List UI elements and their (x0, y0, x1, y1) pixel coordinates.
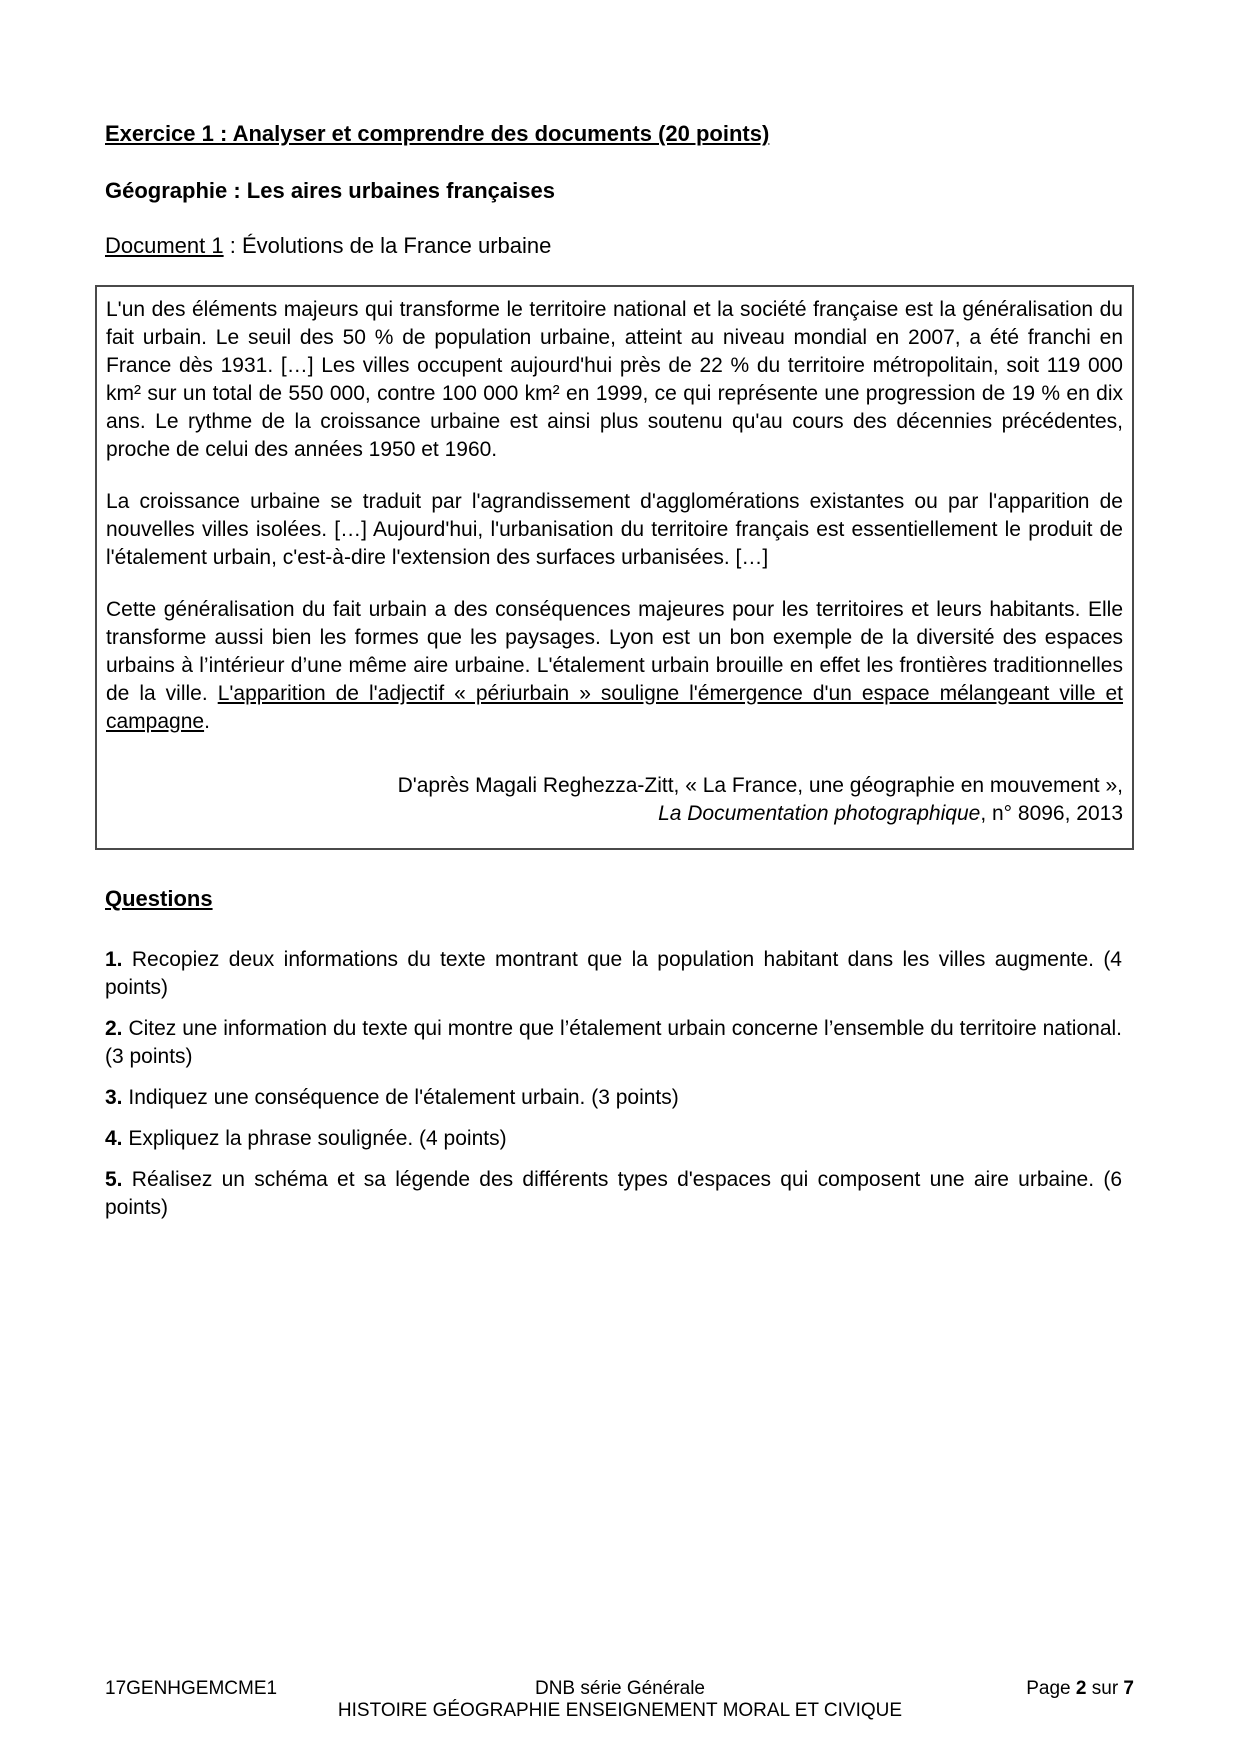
document-paragraph-2: La croissance urbaine se traduit par l'agrandissement d'agglomérations existantes ou par l'apparition de nouvelles villes isolées. […] Aujourd'hui, l'urbanisation du territoire français est essentiellement le produit de l'étalement urbain, c'est-à-dire l'extension des surfaces urbanisées. […] (106, 490, 1123, 569)
attribution-line-1: D'après Magali Reghezza-Zitt, « La France, une géographie en mouvement », (397, 774, 1123, 797)
page-content (105, 0, 1122, 1235)
question-text: Recopiez deux informations du texte montrant que la population habitant dans les villes augmente. (4 points) (105, 948, 1122, 999)
question-number: 2. (105, 1017, 123, 1040)
questions-list (105, 946, 1122, 1222)
question-number: 1. (105, 948, 123, 971)
question-item-1 (105, 946, 1122, 1002)
question-text: Indiquez une conséquence de l'étalement urbain. (3 points) (128, 1086, 679, 1109)
question-number: 4. (105, 1127, 123, 1150)
footer-series: DNB série Générale (534, 1678, 706, 1699)
subject-heading: Géographie : Les aires urbaines françaises (105, 178, 555, 203)
question-item-5 (105, 1166, 1122, 1222)
question-item-3 (105, 1084, 1122, 1112)
document-paragraph-1: L'un des éléments majeurs qui transforme le territoire national et la société française est la généralisation du fait urbain. Le seuil des 50 % de population urbaine, atteint au niveau mondial en 2007, a été franchi en France dès 1931. […] Les villes occupent aujourd'hui près de 22 % du territoire métropolitain, soit 119 000 km² sur un total de 550 000, contre 100 000 km² en 1999, ce qui représente une progression de 19 % en dix ans. Le rythme de la croissance urbaine est ainsi plus soutenu qu'au cours des décennies précédentes, proche de celui des années 1950 et 1960. (106, 298, 1123, 461)
question-item-4 (105, 1125, 1122, 1153)
question-text: Réalisez un schéma et sa légende des différents types d'espaces qui composent une aire urbaine. (6 points) (105, 1168, 1122, 1219)
source-attribution (106, 772, 1123, 828)
question-number: 3. (105, 1086, 123, 1109)
document-paragraph-3: Cette généralisation du fait urbain a des conséquences majeures pour les territoires et leurs habitants. Elle transforme aussi bien les formes que les paysages. Lyon est un bon exemple de la diversité des espaces urbains à l’intérieur d’une même aire urbaine. L'étalement urbain brouille en effet les frontières traditionnelles de la ville. L'apparition de l'adjectif « périurbain » souligne l'émergence d'un espace mélangeant ville et campagne. (106, 598, 1124, 733)
document-heading: Document 1 : Évolutions de la France urbaine (105, 233, 552, 258)
question-text: Citez une information du texte qui montre que l’étalement urbain concerne l’ensemble du territoire national. (3 points) (105, 1017, 1122, 1068)
question-text: Expliquez la phrase soulignée. (4 points) (128, 1127, 507, 1150)
footer-top-row (0, 1678, 1240, 1700)
document-box (95, 285, 1134, 850)
question-number: 5. (105, 1168, 123, 1191)
questions-heading: Questions (105, 886, 213, 911)
footer-reference-code: 17GENHGEMCME1 (105, 1678, 278, 1699)
page-footer (0, 1678, 1240, 1722)
footer-subject-line: HISTOIRE GÉOGRAPHIE ENSEIGNEMENT MORAL ET CIVIQUE (337, 1700, 903, 1721)
attribution-line-2: La Documentation photographique, n° 8096, 2013 (658, 802, 1123, 825)
question-item-2 (105, 1015, 1122, 1071)
footer-page-indicator: Page 2 sur 7 (1026, 1678, 1134, 1699)
exercise-title: Exercice 1 : Analyser et comprendre des documents (20 points) (105, 121, 770, 146)
